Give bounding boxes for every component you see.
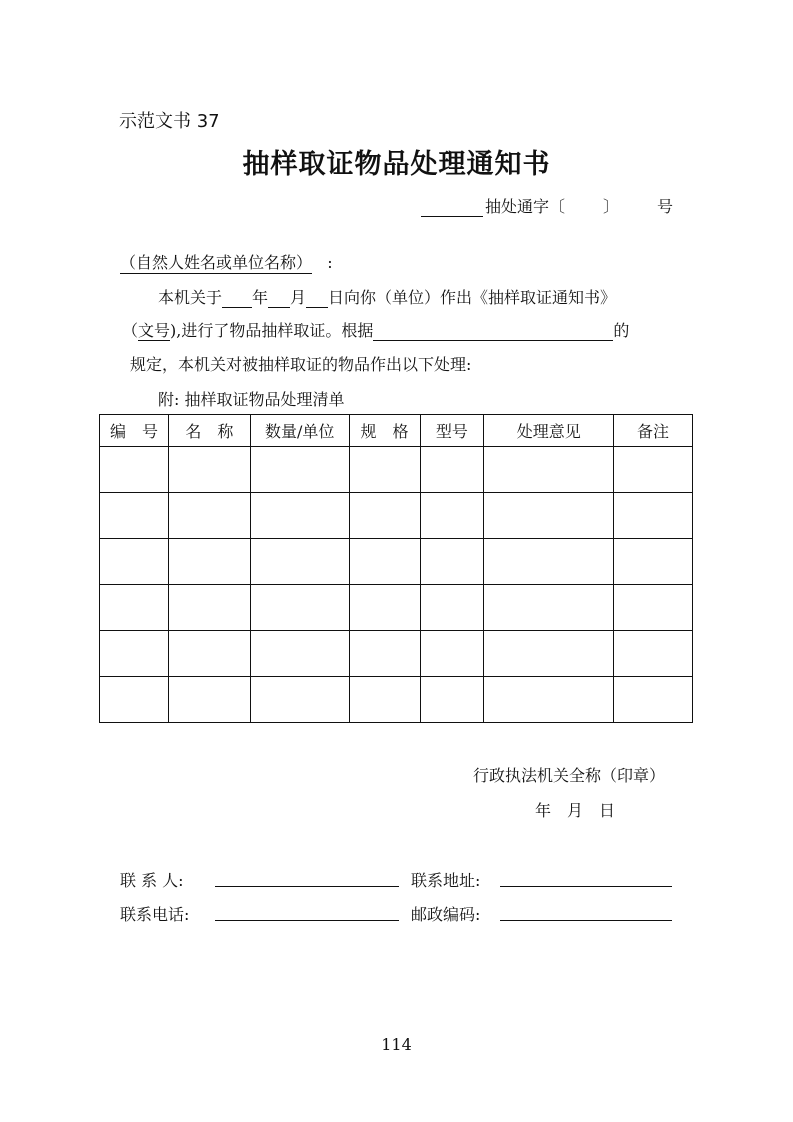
col-header: 名 称 — [168, 415, 250, 447]
table-cell — [168, 631, 250, 677]
postal-code-label: 邮政编码: — [411, 905, 481, 924]
table-cell — [420, 677, 484, 723]
document-label: 示范文书 37 — [119, 111, 220, 132]
year-blank — [222, 290, 252, 308]
table-cell — [349, 493, 420, 539]
table-row — [100, 585, 693, 631]
table-cell — [250, 631, 349, 677]
line2-text: ),进行了物品抽样取证。根据 — [170, 321, 374, 340]
table-cell — [349, 677, 420, 723]
table-cell — [349, 539, 420, 585]
doc-number-suffix: 号 — [656, 197, 673, 216]
line1-text-a: 本机关于 — [158, 288, 223, 307]
table-cell — [168, 585, 250, 631]
addressee-placeholder: （自然人姓名或单位名称） — [120, 253, 313, 272]
table-cell — [614, 677, 693, 723]
table-cell — [250, 585, 349, 631]
line1-year: 年 — [252, 288, 269, 307]
table-cell — [168, 677, 250, 723]
table-header-row — [100, 415, 693, 447]
col-header: 型号 — [420, 415, 484, 447]
contact-phone-line — [215, 920, 399, 921]
table-cell — [250, 677, 349, 723]
document-title: 抽样取证物品处理通知书 — [242, 149, 551, 180]
table-cell — [614, 447, 693, 493]
table-cell — [484, 539, 614, 585]
table-cell — [168, 447, 250, 493]
item-list-table — [99, 414, 693, 723]
table-cell — [250, 539, 349, 585]
table-cell — [100, 493, 169, 539]
table-cell — [349, 585, 420, 631]
col-header: 编 号 — [100, 415, 169, 447]
table-cell — [420, 447, 484, 493]
table-cell — [250, 493, 349, 539]
table-cell — [420, 585, 484, 631]
table-cell — [484, 585, 614, 631]
line2-docno: 文号 — [138, 321, 171, 340]
month-blank — [268, 290, 290, 308]
doc-number-close: 〕 — [602, 197, 619, 216]
table-cell — [420, 631, 484, 677]
table-cell — [614, 631, 693, 677]
contact-address-label: 联系地址: — [411, 871, 481, 890]
table-cell — [420, 539, 484, 585]
line1-text-b: 日向你（单位）作出《抽样取证通知书》 — [328, 288, 617, 307]
table-cell — [100, 631, 169, 677]
table-cell — [484, 677, 614, 723]
table-cell — [614, 493, 693, 539]
day-blank — [306, 290, 328, 308]
contact-phone-label: 联系电话: — [120, 905, 190, 924]
issuing-authority-seal: 行政执法机关全称（印章） — [472, 766, 665, 785]
body-line-3: 规定，本机关对被抽样取证的物品作出以下处理: — [130, 355, 472, 374]
body-line-2 — [122, 318, 629, 341]
issue-date: 年 月 日 — [535, 801, 616, 820]
attachment-label: 附: 抽样取证物品处理清单 — [158, 390, 345, 409]
table-cell — [100, 539, 169, 585]
addressee-colon: : — [327, 253, 333, 272]
table-cell — [484, 493, 614, 539]
contact-address-line — [500, 886, 672, 887]
page-number: 114 — [381, 1035, 412, 1054]
col-header: 规 格 — [349, 415, 420, 447]
table-row — [100, 493, 693, 539]
col-header: 数量/单位 — [250, 415, 349, 447]
table-row — [100, 631, 693, 677]
table-cell — [484, 631, 614, 677]
document-number — [421, 194, 673, 217]
table-cell — [168, 539, 250, 585]
table-cell — [100, 677, 169, 723]
table-cell — [484, 447, 614, 493]
table-cell — [614, 539, 693, 585]
table-row — [100, 539, 693, 585]
table-cell — [100, 585, 169, 631]
addressee — [120, 250, 333, 273]
contact-person-line — [215, 886, 399, 887]
line2-open: （ — [122, 321, 139, 340]
postal-code-line — [500, 920, 672, 921]
table-cell — [349, 447, 420, 493]
doc-number-blank — [421, 198, 483, 217]
table-cell — [420, 493, 484, 539]
table-row — [100, 447, 693, 493]
table-cell — [349, 631, 420, 677]
table-cell — [614, 585, 693, 631]
table-row — [100, 677, 693, 723]
table-cell — [168, 493, 250, 539]
doc-number-prefix: 抽处通字〔 — [484, 197, 565, 216]
table-cell — [250, 447, 349, 493]
table-cell — [100, 447, 169, 493]
col-header: 处理意见 — [484, 415, 614, 447]
body-line-1 — [158, 285, 616, 308]
line2-end: 的 — [613, 321, 630, 340]
line1-month: 月 — [290, 288, 307, 307]
col-header: 备注 — [614, 415, 693, 447]
legal-basis-blank — [373, 323, 613, 341]
contact-person-label: 联 系 人: — [120, 871, 184, 890]
